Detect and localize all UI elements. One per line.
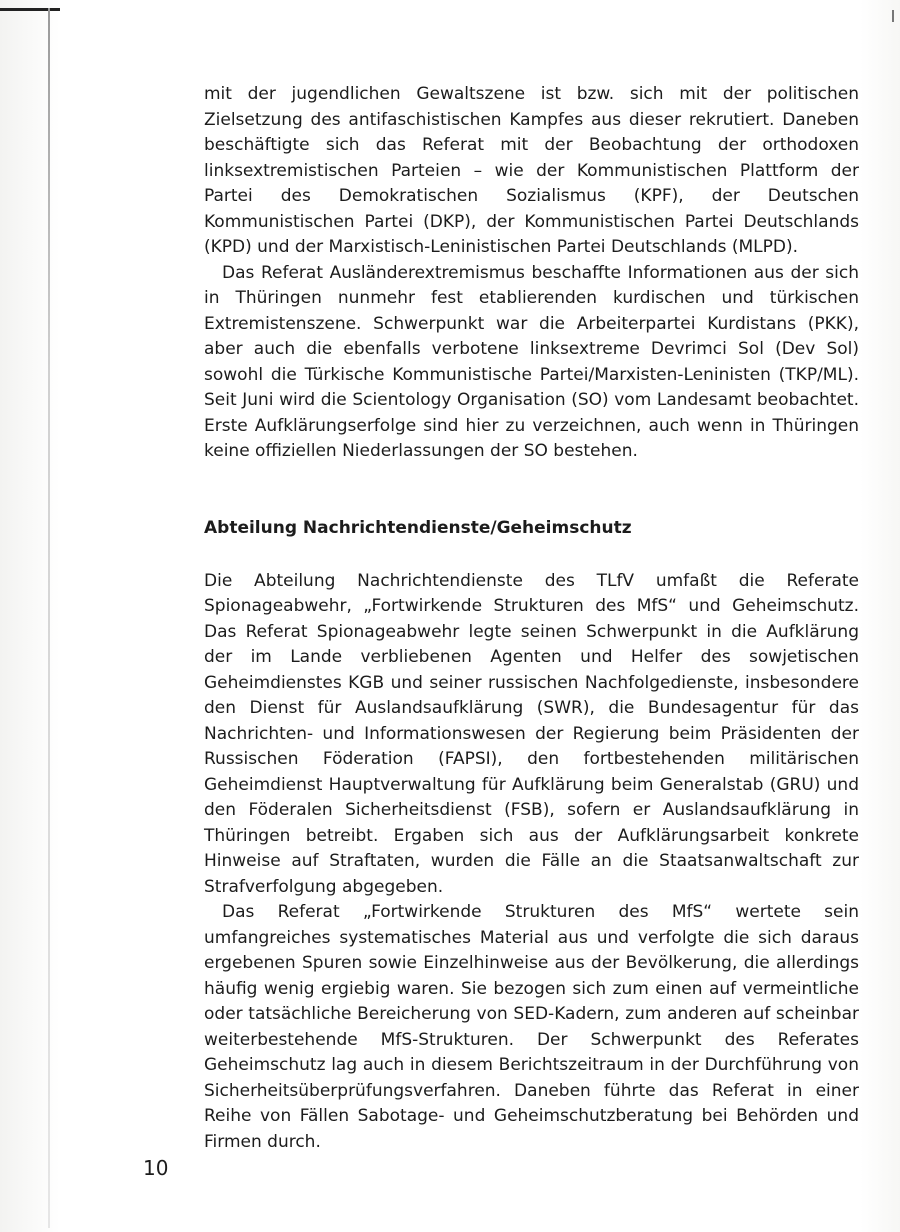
text-column	[204, 82, 859, 1155]
scan-corner-mark	[892, 10, 894, 22]
page-number: 10	[143, 1156, 169, 1180]
scan-edge-mark	[0, 8, 60, 11]
paragraph-fortwirkende-strukturen: Das Referat „Fortwirkende Strukturen des MfS“ wertete sein umfangreiches systematisches Material aus und verfolgte die sich daraus ergebenen Spuren sowie Einzelhinweise aus der Bevölkerung, die allerdings häufig wenig ergiebig waren. Sie bezogen sich zum einen auf vermeintliche oder tatsächliche Bereicherung von SED-Kadern, zum anderen auf scheinbar weiterbestehende MfS-Strukturen. Der Schwerpunkt des Referates Geheimschutz lag auch in diesem Berichtszeitraum in der Durchführung von Sicherheitsüberprüfungsverfahren. Daneben führte das Referat in einer Reihe von Fällen Sabotage- und Geheimschutzberatung bei Behörden und Firmen durch.	[204, 902, 859, 1152]
paragraph-nachrichtendienste: Die Abteilung Nachrichtendienste des TLfV umfaßt die Referate Spionageabwehr, „Fortwirkende Strukturen des MfS“ und Geheimschutz. Das Referat Spionageabwehr legte seinen Schwerpunkt in die Aufklärung der im Lande verbliebenen Agenten und Helfer des sowjetischen Geheimdienstes KGB und seiner russischen Nachfolgedienste, insbesondere den Dienst für Auslandsaufklärung (SWR), die Bundesagentur für das Nachrichten- und Informationswesen der Regierung beim Präsidenten der Russischen Föderation (FAPSI), den fortbestehenden militärischen Geheimdienst Hauptverwaltung für Aufklärung beim Generalstab (GRU) und den Föderalen Sicherheitsdienst (FSB), sofern er Auslandsaufklärung in Thüringen betreibt. Ergaben sich aus der Aufklärungsarbeit konkrete Hinweise auf Straftaten, wurden die Fälle an die Staatsanwaltschaft zur Strafverfolgung abgegeben.	[204, 570, 859, 897]
section-spacer	[204, 465, 859, 516]
paragraph-auslaenderextremismus: Das Referat Ausländerextremismus beschaffte Informationen aus der sich in Thüringen nunmehr fest etablierenden kurdischen und türkischen Extremistenszene. Schwerpunkt war die Arbeiterpartei Kurdistans (PKK), aber auch die ebenfalls verbotene linksextreme Devrimci Sol (Dev Sol) sowohl die Türkische Kommunistische Partei/Marxisten-Leninisten (TKP/ML). Seit Juni wird die Scientology Organisation (SO) vom Landesamt beobachtet. Erste Aufklärungserfolge sind hier zu verzeichnen, auch wenn in Thüringen keine offiziellen Niederlassungen der SO bestehen.	[204, 262, 859, 461]
paragraph-continuation: mit der jugendlichen Gewaltszene ist bzw. sich mit der politischen Zielsetzung des antifaschistischen Kampfes aus dieser rekrutiert. Daneben beschäftigte sich das Referat mit der Beobachtung der orthodoxen linksextremistischen Parteien – wie der Kommunistischen Plattform der Partei des Demokratischen Sozialismus (KPF), der Deutschen Kommunistischen Partei (DKP), der Kommunistischen Partei Deutschlands (KPD) und der Marxistisch-Leninistischen Partei Deutschlands (MLPD).	[204, 84, 859, 257]
scan-fold-shadow	[48, 8, 50, 1228]
section-heading: Abteilung Nachrichtendienste/Geheimschutz	[204, 517, 632, 538]
heading-spacer	[204, 541, 859, 569]
